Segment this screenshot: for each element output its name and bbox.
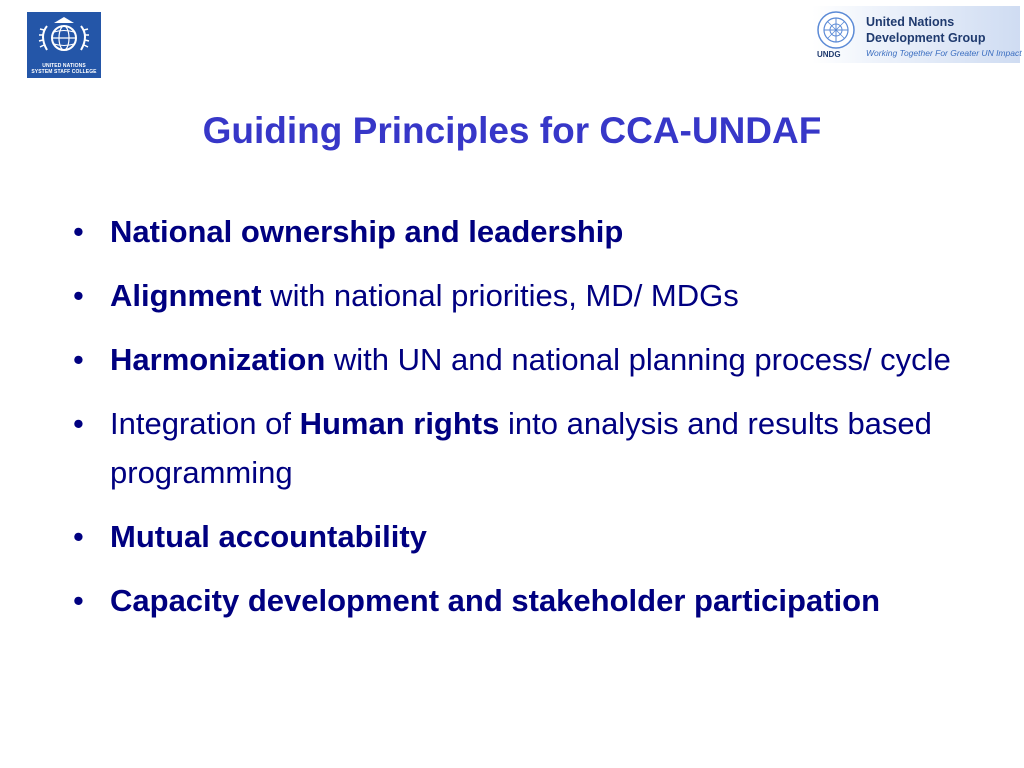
bullet-item	[70, 271, 970, 320]
bullet-text: with national priorities, MD/ MDGs	[261, 278, 739, 313]
undg-name-line2: Development Group	[866, 31, 986, 45]
undg-abbreviation: UNDG	[817, 50, 841, 59]
bullet-item	[70, 576, 970, 625]
bullet-icon: •	[73, 519, 84, 554]
bullet-list	[70, 207, 970, 640]
bullet-bold-text: Mutual accountability	[110, 519, 427, 554]
bullet-item	[70, 399, 970, 497]
bullet-item	[70, 207, 970, 256]
bullet-bold-text: National ownership and leadership	[110, 214, 624, 249]
bullet-item	[70, 335, 970, 384]
bullet-bold-text: Alignment	[110, 278, 262, 313]
bullet-icon: •	[73, 214, 84, 249]
bullet-text-before: Integration of	[110, 406, 300, 441]
un-emblem-icon	[816, 10, 856, 50]
bullet-text: with UN and national planning process/ cycle	[325, 342, 951, 377]
bullet-text: into analysis and results based programming	[110, 406, 932, 490]
bullet-bold-text: Human rights	[299, 406, 500, 441]
undg-name-line1: United Nations	[866, 15, 955, 29]
bullet-icon: •	[73, 583, 84, 618]
undg-tagline: Working Together For Greater UN Impact	[866, 48, 1022, 58]
slide-title: Guiding Principles for CCA-UNDAF	[202, 110, 822, 151]
bullet-bold-text: Capacity development and stakeholder participation	[110, 583, 881, 618]
bullet-item	[70, 512, 970, 561]
bullet-icon: •	[73, 278, 84, 313]
bullet-bold-text: Harmonization	[110, 342, 326, 377]
logo-text-line2: SYSTEM STAFF COLLEGE	[31, 69, 97, 75]
un-system-staff-college-logo	[27, 12, 101, 78]
bullet-icon: •	[73, 406, 84, 441]
undg-logo	[812, 6, 1020, 63]
bullet-icon: •	[73, 342, 84, 377]
logo-text-line1: UNITED NATIONS	[42, 63, 86, 69]
globe-laurel-icon	[27, 12, 101, 64]
